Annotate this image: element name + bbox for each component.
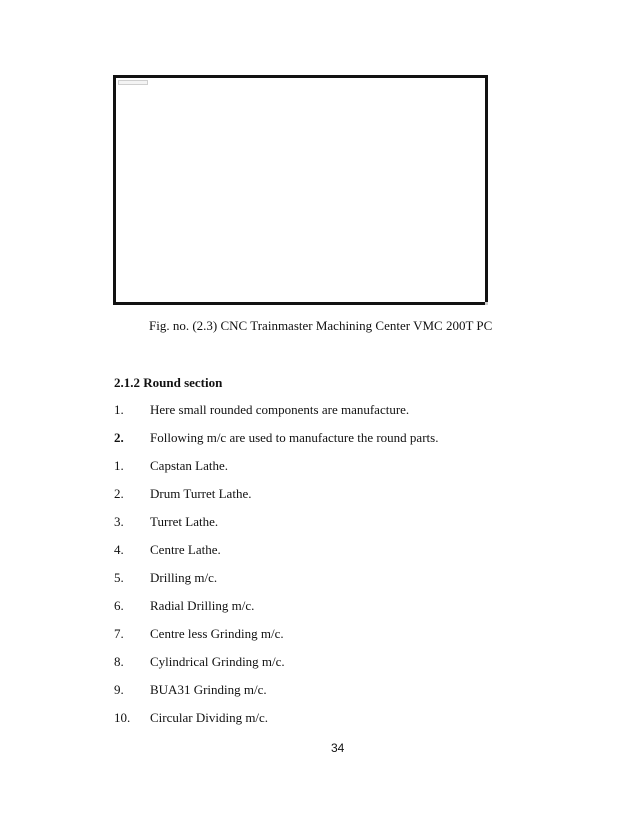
list-item-text: Circular Dividing m/c.: [150, 710, 269, 725]
list-item: [114, 429, 438, 447]
figure-caption: Fig. no. (2.3) CNC Trainmaster Machining Center VMC 200T PC: [149, 318, 493, 333]
list-item: [114, 457, 228, 475]
list-item-number: 7.: [114, 626, 124, 641]
list-item-text: Capstan Lathe.: [150, 458, 228, 473]
list-item-text: Drilling m/c.: [150, 570, 218, 585]
list-item: [114, 541, 221, 559]
list-item-text: Centre Lathe.: [150, 542, 221, 557]
list-item-text: Following m/c are used to manufacture the round parts.: [150, 430, 439, 445]
section-heading: 2.1.2 Round section: [114, 375, 223, 390]
list-item-text: Here small rounded components are manufacture.: [150, 402, 410, 417]
list-item-number: 5.: [114, 570, 124, 585]
list-item-number: 9.: [114, 682, 124, 697]
list-item: [114, 681, 267, 699]
list-item-number: 6.: [114, 598, 124, 613]
list-item: [114, 653, 285, 671]
image-corner-mark: [485, 302, 488, 305]
list-item-text: Drum Turret Lathe.: [150, 486, 252, 501]
page-number: 34: [331, 741, 345, 755]
list-item-number: 2.: [114, 430, 124, 445]
list-item: [114, 709, 268, 727]
list-item-number: 10.: [114, 710, 131, 725]
list-item: [114, 513, 218, 531]
list-item: [114, 625, 284, 643]
list-item: [114, 401, 409, 419]
list-item-number: 8.: [114, 654, 124, 669]
list-item: [114, 569, 217, 587]
list-item-text: Cylindrical Grinding m/c.: [150, 654, 285, 669]
image-placeholder-mark: [118, 80, 148, 85]
list-item: [114, 597, 254, 615]
figure-image-frame: [113, 75, 488, 305]
list-item-number: 1.: [114, 402, 124, 417]
list-item-text: Radial Drilling m/c.: [150, 598, 255, 613]
list-item-text: Turret Lathe.: [150, 514, 219, 529]
list-item-text: Centre less Grinding m/c.: [150, 626, 284, 641]
list-item-number: 2.: [114, 486, 124, 501]
list-item-number: 4.: [114, 542, 124, 557]
list-item-text: BUA31 Grinding m/c.: [150, 682, 267, 697]
list-item-number: 3.: [114, 514, 124, 529]
list-item-number: 1.: [114, 458, 124, 473]
list-item: [114, 485, 251, 503]
